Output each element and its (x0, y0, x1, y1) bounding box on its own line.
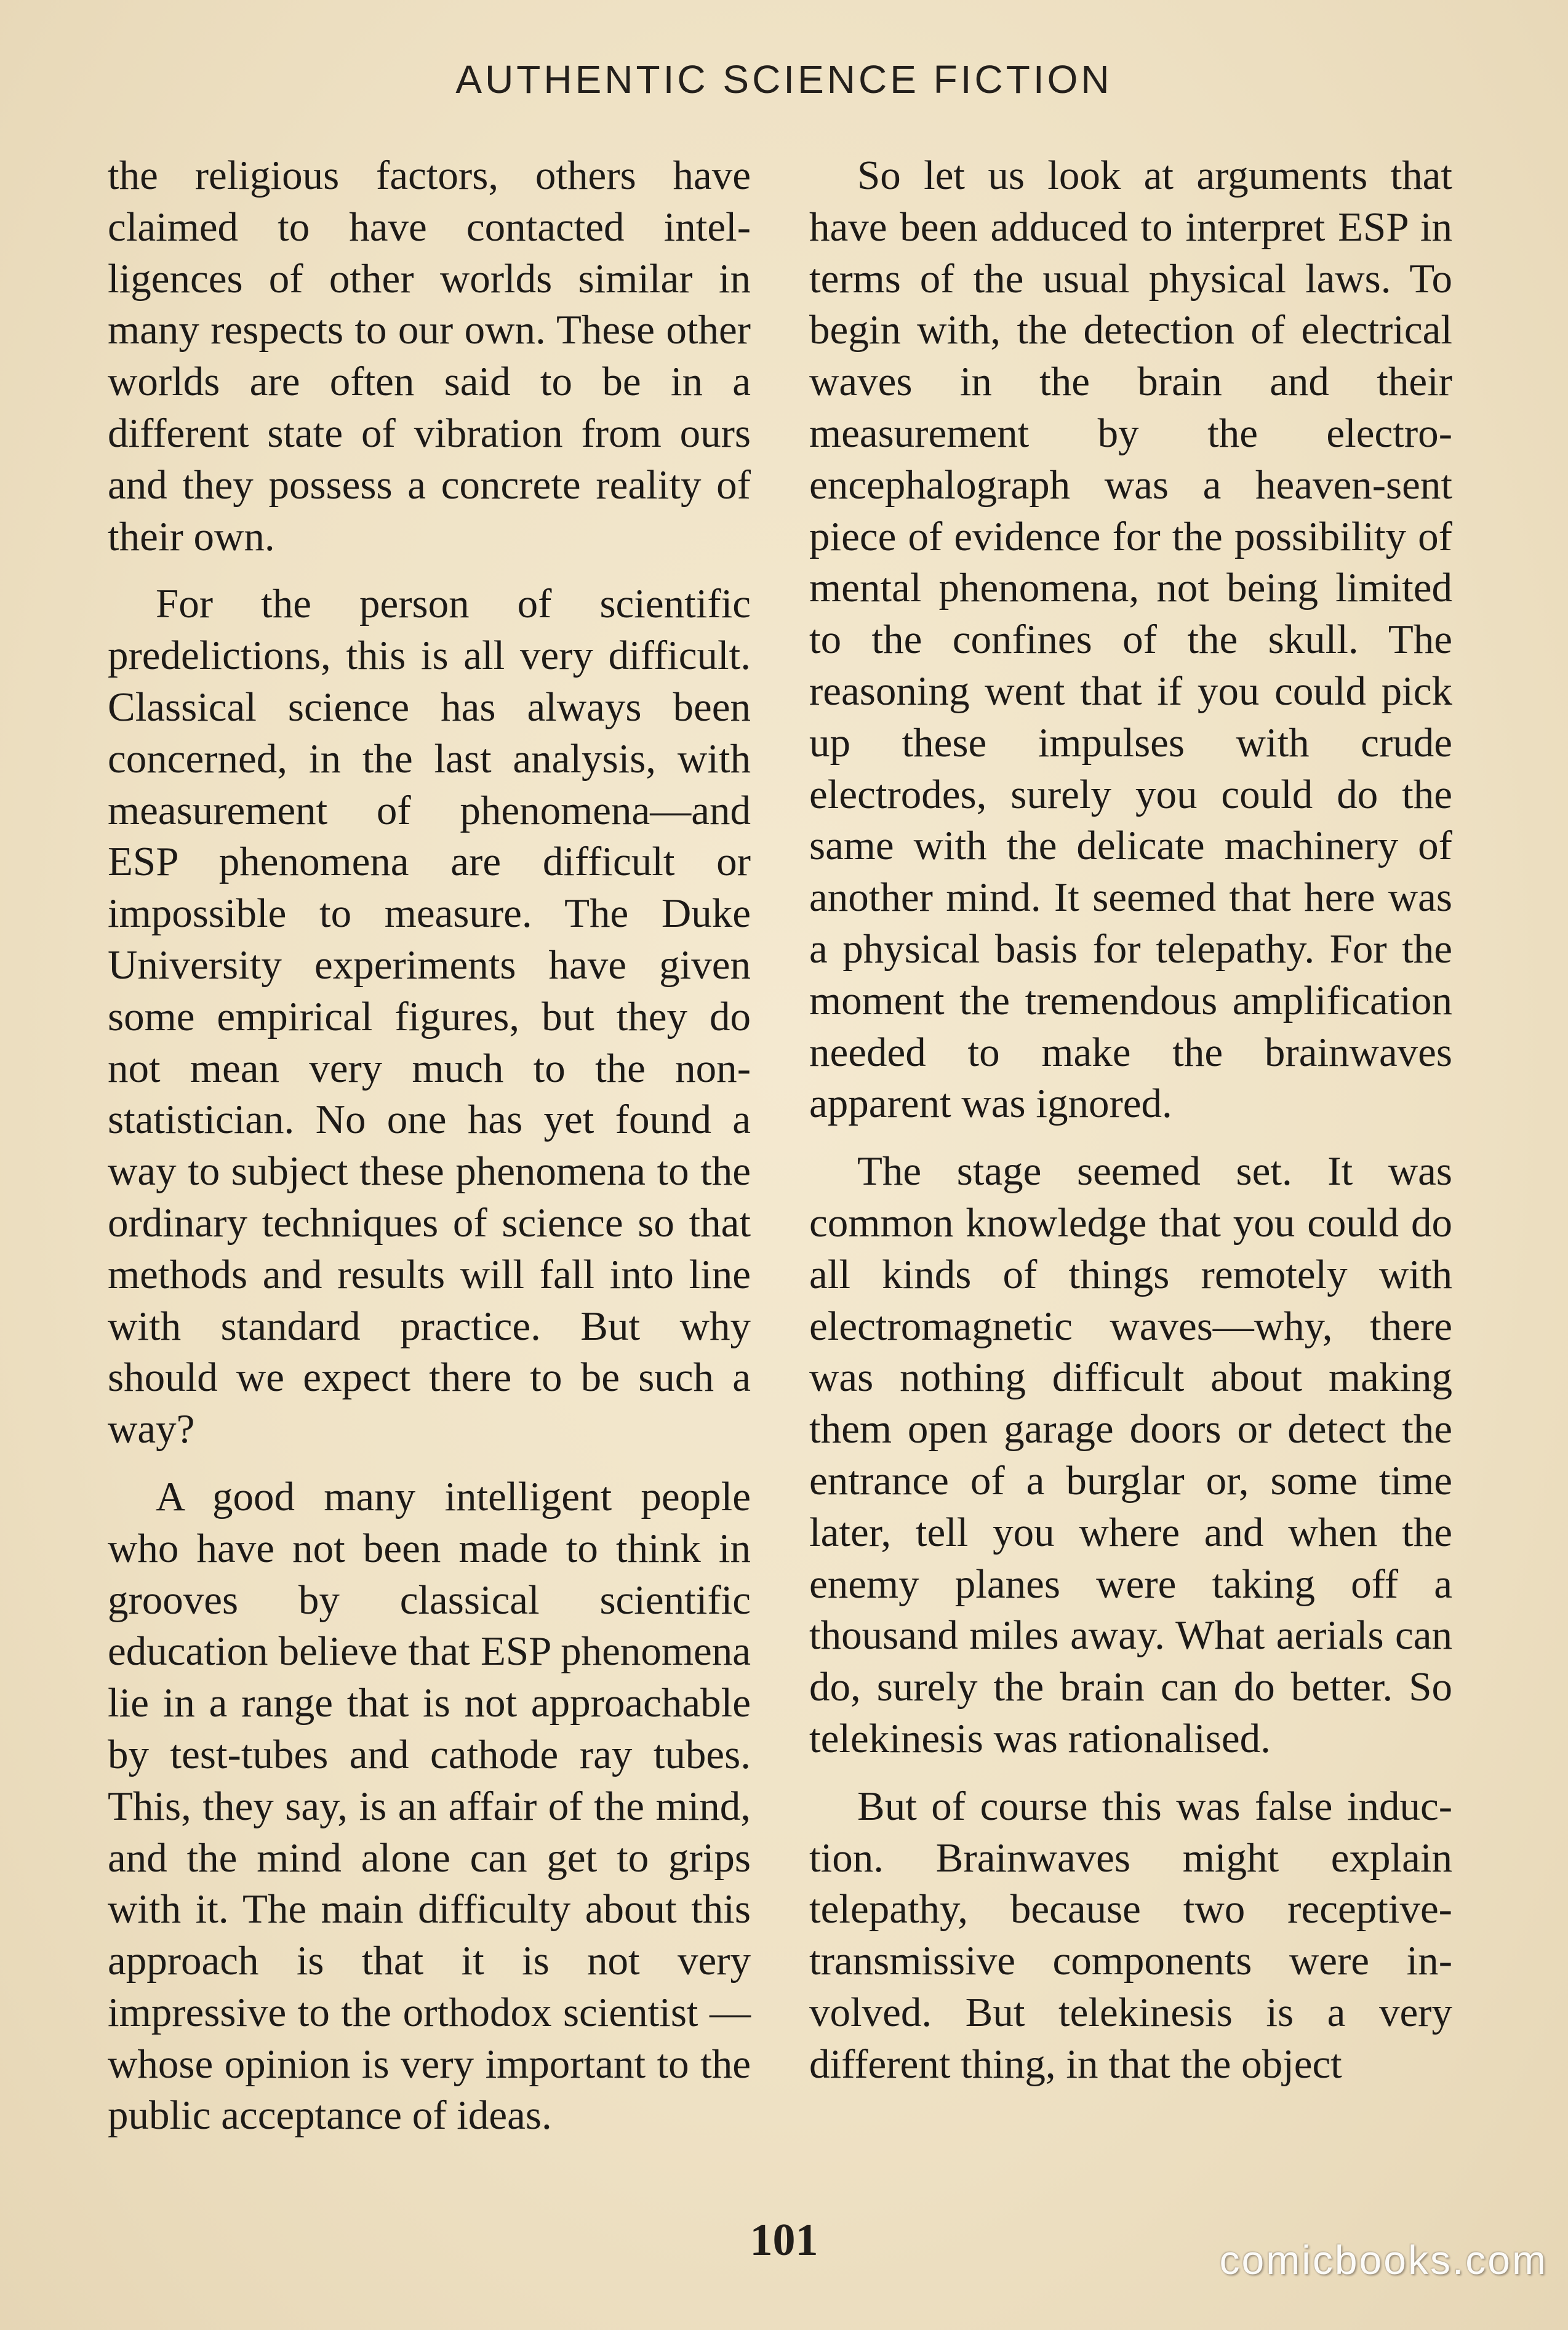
running-head: AUTHENTIC SCIENCE FICTION (455, 57, 1113, 102)
right-paragraph-3: But of course this was false induction. Brainwaves might explain telepathy, because two receptive-transmissive components were involved. But telekinesis is a very different thing, in that the object (809, 1783, 1452, 2087)
right-paragraph-2: The stage seemed set. It was common knowledge that you could do all kinds of things remotely with electromagnetic waves—why, there was nothing difficult about making them open garage doors or detect the entrance of a burglar or, some time later, tell you where and when the enemy planes were taking off a thousand miles away. What aerials can do, surely the brain can do better. So telekinesis was rationalised. (809, 1148, 1452, 1761)
right-paragraph-1: So let us look at arguments that have been adduced to interpret ESP in terms of the usual physical laws. To begin with, the detection of electrical waves in the brain and their measurement by the electroencephalograph was a heaven-sent piece of evidence for the possibility of mental phenomena, not being limited to the confines of the skull. The reasoning went that if you could pick up these impulses with crude electrodes, surely you could do the same with the delicate machinery of another mind. It seemed that here was a physical basis for telepathy. For the moment the tremendous amplification needed to make the brainwaves apparent was ignored. (809, 153, 1452, 1127)
site-watermark: comicbooks.com (1219, 2237, 1548, 2283)
left-paragraph-1: the religious factors, others have claimed to have contacted intelligences of other worlds similar in many respects to our own. These other worlds are often said to be in a different state of vibration from ours and they possess a concrete reality of their own. (108, 153, 751, 559)
page-number: 101 (750, 2215, 818, 2265)
right-column (809, 150, 1452, 2090)
left-paragraph-3: A good many intelligent people who have not been made to think in grooves by classical scientific education believe that ESP phenomena lie in a range that is not approachable by test-tubes and cathode ray tubes. This, they say, is an affair of the mind, and the mind alone can get to grips with it. The main difficulty about this approach is that it is not very impressive to the orthodox scientist —whose opinion is very important to the public acceptance of ideas. (108, 1473, 751, 2139)
left-column (108, 150, 751, 2142)
left-paragraph-2: For the person of scientific predelictions, this is all very difficult. Classical science has always been concerned, in the last analysis, with measurement of phenomena—and ESP phenomena are difficult or impossible to measure. The Duke University experiments have given some empirical figures, but they do not mean very much to the nonstatistician. No one has yet found a way to subject these phenomena to the ordinary techniques of science so that methods and results will fall into line with standard practice. But why should we expect there to be such a way? (108, 581, 751, 1452)
